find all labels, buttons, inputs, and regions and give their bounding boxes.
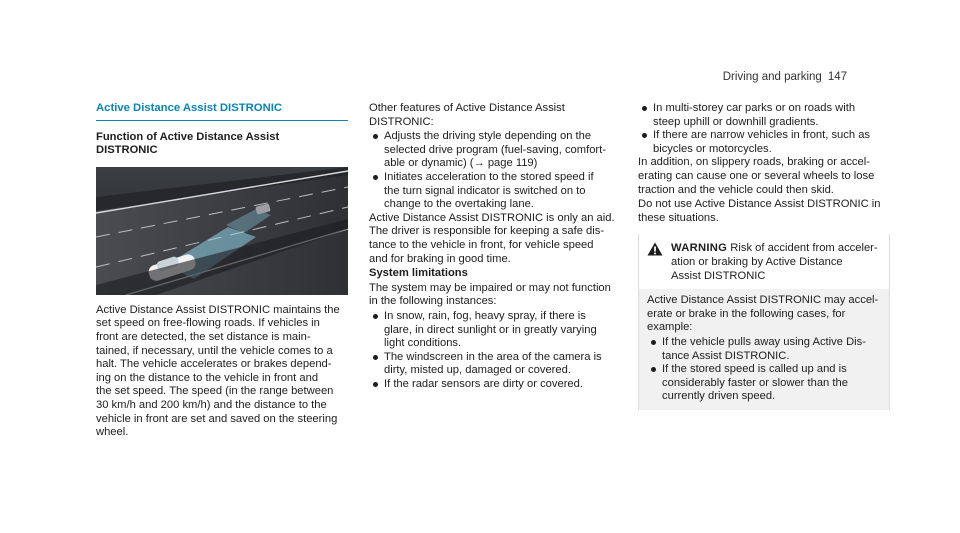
- limitations-list-continued: [638, 102, 890, 156]
- text-line: If there are narrow vehicles in front, such as: [653, 129, 871, 142]
- text-line: DISTRONIC:: [369, 115, 434, 128]
- text-line: glare, in direct sunlight or in greatly varying: [384, 323, 597, 336]
- column-1: [96, 102, 348, 440]
- text-line: The windscreen in the area of the camera is: [384, 350, 602, 363]
- text-line: erate or brake in the following cases, for: [647, 307, 846, 320]
- warning-label: WARNING: [671, 242, 728, 255]
- text-line: traction and the vehicle could then skid.: [638, 183, 834, 196]
- text-line: the turn signal indicator is switched on to: [384, 184, 586, 197]
- list-item: [369, 378, 621, 392]
- text-line: Assist DISTRONIC: [671, 269, 766, 282]
- text-line: tance to the vehicle in front, for vehicle speed: [369, 238, 594, 251]
- warning-triangle-icon: [647, 242, 663, 256]
- distronic-illustration: [96, 167, 348, 295]
- do-not-use-paragraph: [638, 198, 890, 225]
- text-line: In snow, rain, fog, heavy spray, if there is: [384, 309, 586, 322]
- list-item: [369, 310, 621, 351]
- subsection-title: [96, 131, 348, 158]
- text-line: vehicle in front are set and saved on the steering: [96, 412, 338, 425]
- list-item: [369, 171, 621, 212]
- warning-list: [647, 336, 883, 404]
- running-header: [723, 71, 847, 83]
- text-line: Initiates acceleration to the stored speed if: [384, 170, 594, 183]
- text-line: considerably faster or slower than the: [662, 376, 848, 389]
- text-line: In multi-storey car parks or on roads with: [653, 102, 856, 114]
- header-section: Driving and parking: [722, 71, 822, 83]
- text-line: in the following instances:: [369, 295, 497, 308]
- text-line: If the vehicle pulls away using Active Dis-: [662, 335, 866, 348]
- subsection-title-line: Function of Active Distance Assist: [96, 130, 280, 143]
- list-item: [647, 336, 883, 363]
- text-line: ing on the distance to the vehicle in front and: [96, 371, 319, 384]
- text-line: The driver is responsible for keeping a safe dis-: [369, 225, 605, 238]
- text-line: set speed on free-flowing roads. If vehicles in: [96, 317, 320, 330]
- text-line: wheel.: [96, 426, 129, 439]
- text-line: ation or braking by Active Distance: [671, 255, 843, 268]
- intro-paragraph: [96, 304, 348, 440]
- section-title: Active Distance Assist DISTRONIC: [96, 102, 348, 121]
- text-line: currently driven speed.: [662, 390, 776, 403]
- text-line: Risk of accident from acceler-: [730, 242, 878, 255]
- warning-heading-text: [671, 242, 878, 283]
- page-reference-link[interactable]: able or dynamic) (→ page 119): [384, 157, 538, 170]
- slippery-paragraph: [638, 156, 890, 197]
- text-line: tained, if necessary, until the vehicle comes to a: [96, 344, 333, 357]
- text-line: example:: [647, 321, 693, 334]
- warning-header: [639, 234, 889, 289]
- limitations-intro: [369, 282, 621, 309]
- text-line: Active Distance Assist DISTRONIC is only an aid.: [369, 211, 615, 224]
- list-item: [638, 129, 890, 156]
- text-line: these situations.: [638, 211, 719, 224]
- features-intro: [369, 102, 621, 129]
- column-2: [369, 102, 621, 391]
- aid-paragraph: [369, 212, 621, 266]
- list-item: [647, 363, 883, 404]
- text-line: bicycles or motorcycles.: [653, 142, 772, 155]
- text-line: dirty, misted up, damaged or covered.: [384, 364, 571, 377]
- text-line: halt. The vehicle accelerates or brakes depend-: [96, 358, 332, 371]
- page-number: 147: [827, 71, 847, 83]
- text-line: In addition, on slippery roads, braking or accel-: [638, 156, 870, 169]
- text-line: Adjusts the driving style depending on the: [384, 130, 592, 143]
- list-item: [638, 102, 890, 129]
- text-line: change to the overtaking lane.: [384, 198, 534, 211]
- text-line: erating can cause one or several wheels to lose: [638, 169, 875, 182]
- limitations-heading: System limitations: [369, 267, 468, 280]
- text-line: steep uphill or downhill gradients.: [653, 115, 819, 128]
- text-line: and for braking in good time.: [369, 252, 511, 265]
- text-line: Do not use Active Distance Assist DISTRONIC in: [638, 198, 881, 211]
- column-3: [638, 102, 890, 410]
- text-line: If the radar sensors are dirty or covered.: [384, 377, 583, 390]
- text-line: light conditions.: [384, 337, 462, 350]
- limitations-list: [369, 310, 621, 392]
- text-line: Active Distance Assist DISTRONIC maintains the: [96, 303, 340, 316]
- text-line: the set speed. The speed (in the range between: [96, 385, 334, 398]
- warning-paragraph: [647, 294, 883, 335]
- features-list: [369, 130, 621, 212]
- warning-body: [639, 289, 889, 410]
- warning-box: [638, 234, 890, 410]
- list-item: [369, 130, 621, 171]
- text-line: If the stored speed is called up and is: [662, 363, 847, 376]
- list-item: [369, 351, 621, 378]
- text-line: front are detected, the set distance is main-: [96, 330, 311, 343]
- text-line: Other features of Active Distance Assist: [369, 102, 565, 114]
- text-line: Active Distance Assist DISTRONIC may accel-: [647, 294, 879, 307]
- text-line: The system may be impaired or may not function: [369, 281, 611, 294]
- text-line: selected drive program (fuel-saving, comfort-: [384, 143, 606, 156]
- text-line: 30 km/h and 200 km/h) and the distance to the: [96, 398, 327, 411]
- text-line: tance Assist DISTRONIC.: [662, 349, 790, 362]
- subsection-title-line: DISTRONIC: [96, 144, 158, 157]
